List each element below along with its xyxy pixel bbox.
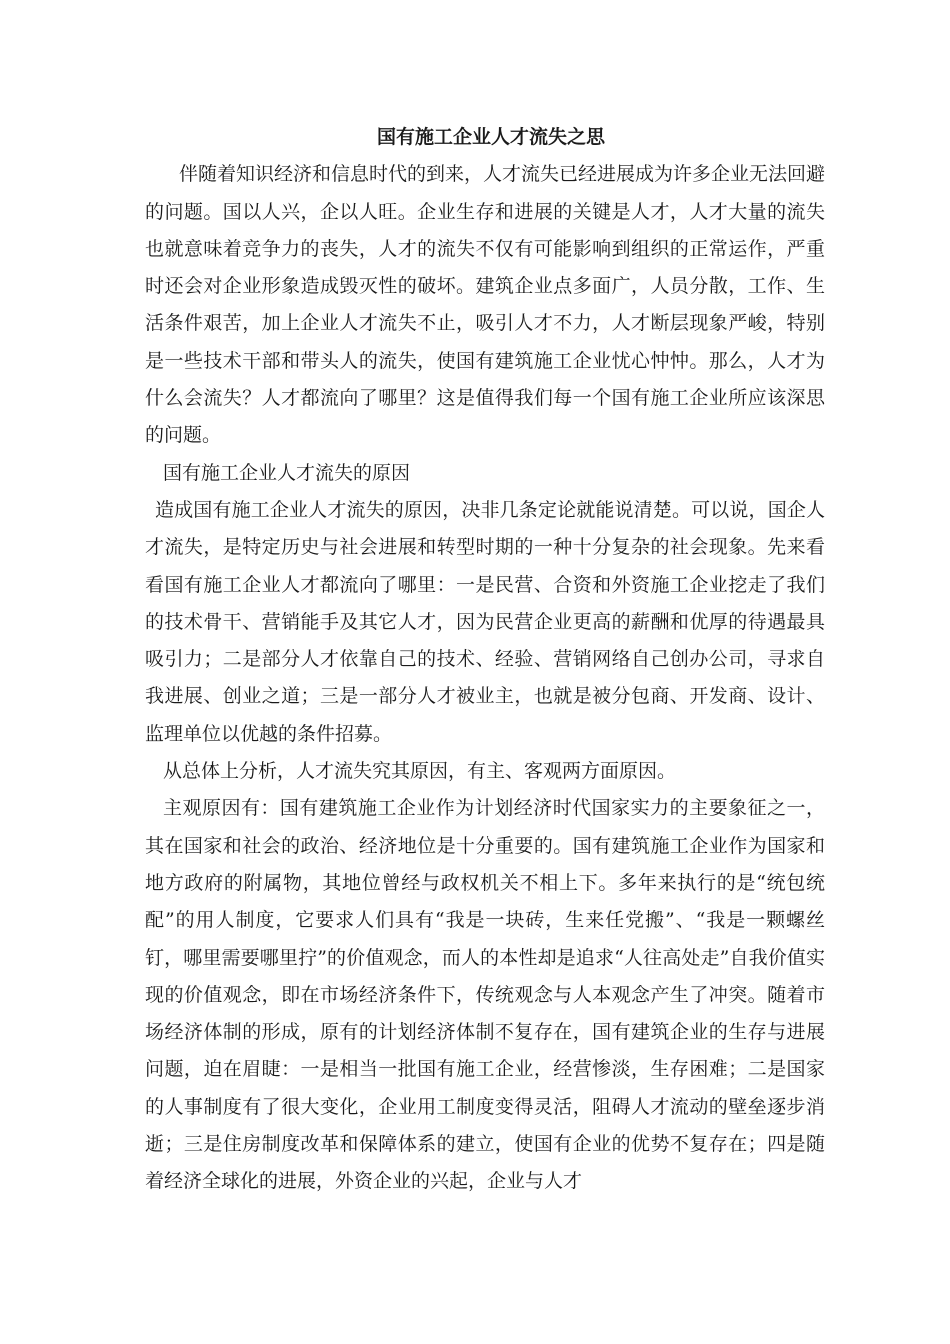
paragraph-reasons: 造成国有施工企业人才流失的原因，决非几条定论就能说清楚。可以说，国企人才流失，是特定历史与社会进展和转型时期的一种十分复杂的社会现象。先来看看国有施工企业人才都流向了哪里：一是民营、合资和外资施工企业挖走了我们的技术骨干、营销能手及其它人才，因为民营企业更高的薪酬和优厚的待遇最具吸引力；二是部分人才依靠自己的技术、经验、营销网络自己创办公司，寻求自我进展、创业之道；三是一部分人才被业主，也就是被分包商、开发商、设计、监理单位以优越的条件招募。	[145, 498, 825, 745]
section-heading: 国有施工企业人才流失的原因	[163, 461, 411, 484]
paragraph-subjective-causes: 主观原因有：国有建筑施工企业作为计划经济时代国家实力的主要象征之一，其在国家和社会的政治、经济地位是十分重要的。国有建筑施工企业作为国家和地方政府的附属物，其地位曾经与政权机关不相上下。多年来执行的是“统包统配”的用人制度，它要求人们具有“我是一块砖，生来任党搬”、“我是一颗螺丝钉，哪里需要哪里拧”的价值观念，而人的本性却是追求“人往高处走”自我价值实现的价值观念，即在市场经济条件下，传统观念与人本观念产生了冲突。随着市场经济体制的形成，原有的计划经济体制不复存在，国有建筑企业的生存与进展问题，迫在眉睫：一是相当一批国有施工企业，经营惨淡，生存困难；二是国家的人事制度有了很大变化，企业用工制度变得灵活，阻碍人才流动的壁垒逐步消逝；三是住房制度改革和保障体系的建立，使国有企业的优势不复存在；四是随着经济全球化的进展，外资企业的兴起，企业与人才	[145, 797, 825, 1193]
document-body	[145, 119, 825, 1201]
paragraph-summary: 从总体上分析，人才流失究其原因，有主、客观两方面原因。	[163, 760, 677, 783]
paragraph-intro: 伴随着知识经济和信息时代的到来，人才流失已经进展成为许多企业无法回避的问题。国以人兴，企以人旺。企业生存和进展的关键是人才，人才大量的流失也就意味着竞争力的丧失，人才的流失不仅有可能影响到组织的正常运作，严重时还会对企业形象造成毁灭性的破坏。建筑企业点多面广，人员分散，工作、生活条件艰苦，加上企业人才流失不止，吸引人才不力，人才断层现象严峻，特别是一些技术干部和带头人的流失，使国有建筑施工企业忧心忡忡。那么，人才为什么会流失？人才都流向了哪里？这是值得我们每一个国有施工企业所应该深思的问题。	[145, 163, 826, 447]
document-title: 国有施工企业人才流失之思	[376, 126, 605, 148]
